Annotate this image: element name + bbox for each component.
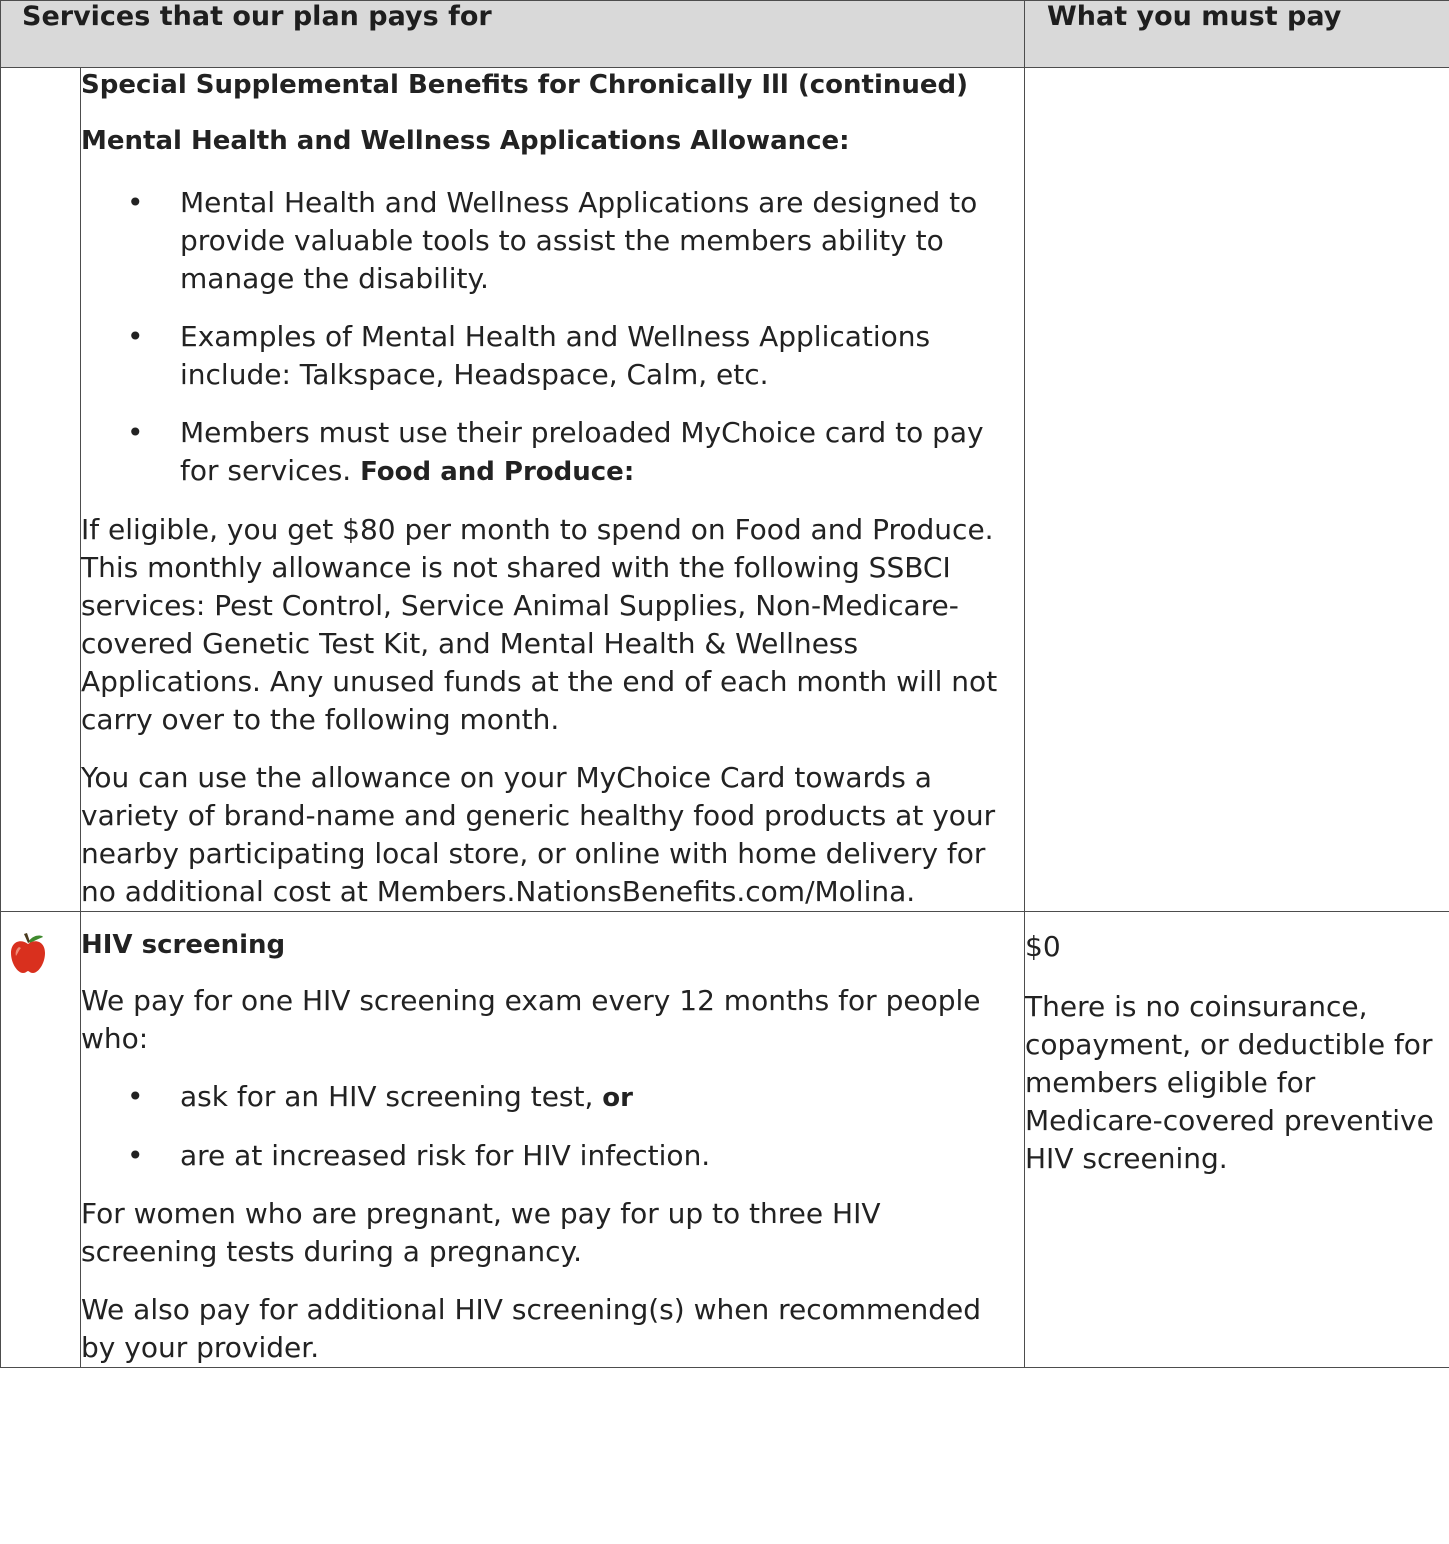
bullet-dot: • xyxy=(127,416,144,449)
service-description-cell xyxy=(81,912,1025,1368)
list-item-text: Mental Health and Wellness Applications are designed to provide valuable tools to assist the members ability to manage the disability. xyxy=(180,186,978,295)
table-row-hiv xyxy=(1,912,1449,1368)
section-heading-mental-health: Mental Health and Wellness Applications Allowance: xyxy=(81,126,850,156)
section-heading-ssbci: Special Supplemental Benefits for Chronically Ill (continued) xyxy=(81,70,969,100)
food-produce-heading: Food and Produce: xyxy=(360,457,635,487)
section-heading-hiv: HIV screening xyxy=(81,930,286,960)
pay-note: There is no coinsurance, copayment, or deductible for members eligible for Medicare-covered preventive HIV screening. xyxy=(1025,990,1434,1175)
table-header-row xyxy=(1,1,1449,68)
pay-column-header: What you must pay xyxy=(1025,1,1449,68)
icon-cell-empty xyxy=(1,68,81,912)
list-item-text: Examples of Mental Health and Wellness Applications include: Talkspace, Headspace, Calm, etc. xyxy=(180,320,931,391)
service-description-cell xyxy=(81,68,1025,912)
additional-screening-paragraph: We also pay for additional HIV screening(s) when recommended by your provider. xyxy=(81,1293,982,1364)
pay-cell-empty xyxy=(1025,68,1449,912)
pay-amount: $0 xyxy=(1025,930,1061,963)
list-item-text: ask for an HIV screening test, xyxy=(180,1080,603,1113)
list-item xyxy=(81,1078,1024,1117)
bullet-dot: • xyxy=(127,186,144,219)
bullet-dot: • xyxy=(127,1139,144,1172)
pay-cell xyxy=(1025,912,1449,1368)
or-bold: or xyxy=(602,1083,633,1113)
table-row-ssbci xyxy=(1,68,1449,912)
list-item xyxy=(81,184,1024,298)
bullet-dot: • xyxy=(127,1080,144,1113)
bullet-list-mental-health xyxy=(81,184,1024,491)
apple-icon xyxy=(10,932,46,974)
food-allowance-paragraph: If eligible, you get $80 per month to spend on Food and Produce. This monthly allowance is not shared with the following SSBCI services: Pest Control, Service Animal Supplies, Non-Medicare-covered Genetic Test Kit, and Mental Health & Wellness Applications. Any unused funds at the end of each month will not carry over to the following month. xyxy=(81,513,998,736)
list-item-text: Members must use their preloaded MyChoice card to pay for services. xyxy=(180,416,984,487)
mychoice-card-paragraph: You can use the allowance on your MyChoice Card towards a variety of brand-name and generic healthy food products at your nearby participating local store, or online with home delivery for no additional cost at Members.NationsBenefits.com/Molina. xyxy=(81,761,996,908)
list-item xyxy=(81,318,1024,394)
pregnancy-paragraph: For women who are pregnant, we pay for up to three HIV screening tests during a pregnancy. xyxy=(81,1197,881,1268)
list-item xyxy=(81,1137,1024,1175)
bullet-list-hiv xyxy=(81,1078,1024,1175)
icon-cell xyxy=(1,912,81,1368)
list-item-text: are at increased risk for HIV infection. xyxy=(180,1139,711,1172)
hiv-eligibility-paragraph: We pay for one HIV screening exam every 12 months for people who: xyxy=(81,984,981,1055)
services-column-header: Services that our plan pays for xyxy=(1,1,1025,68)
bullet-dot: • xyxy=(127,320,144,353)
list-item xyxy=(81,414,1024,491)
